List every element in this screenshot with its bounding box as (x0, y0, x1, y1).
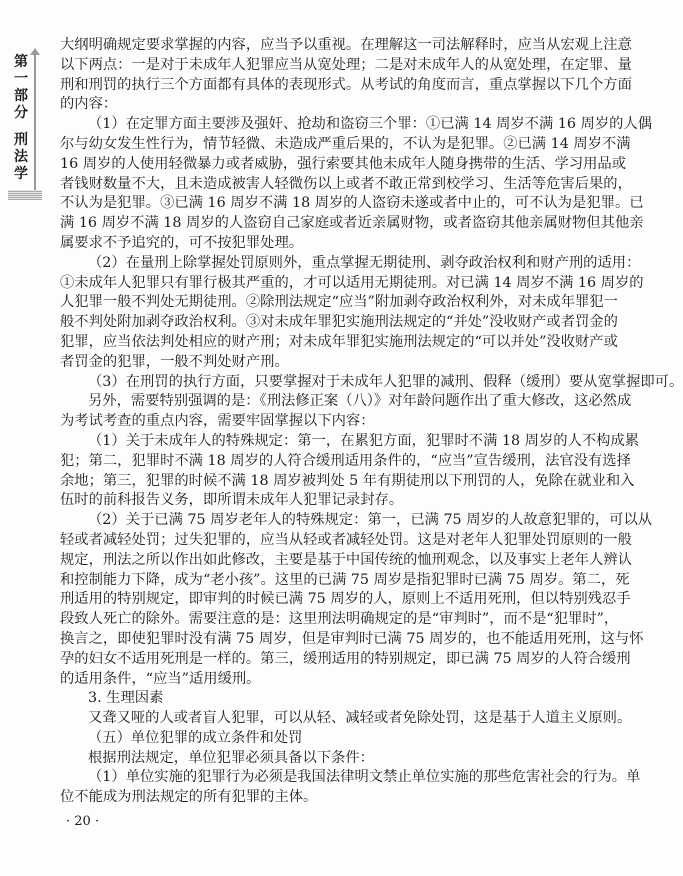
text-line: 以下两点：一是对于未成年人犯罪应当从宽处理；二是对未成年人的从宽处理，在定罪、量 (60, 56, 632, 73)
text-line: 人犯罪一般不判处无期徒刑。②除刑法规定“应当”附加剥夺政治权利外，对未成年罪犯一 (60, 294, 618, 311)
text-line: 的适用条件，“应当”适用缓刑。 (60, 670, 261, 687)
text-line: 根据刑法规定，单位犯罪必须具备以下条件： (88, 749, 374, 766)
text-line: 轻或者减轻处罚；过失犯罪的，应当从轻或者减轻处罚。这是对老年人犯罪处罚原则的一般 (60, 531, 632, 548)
section-side-tab (8, 50, 42, 205)
body-text (60, 36, 683, 808)
side-tab-label (12, 54, 30, 183)
side-char: 法 (14, 149, 28, 165)
text-line: 伍时的前科报告义务，即所谓未成年人犯罪记录封存。 (60, 492, 404, 509)
text-line: 大纲明确规定要求掌握的内容，应当予以重视。在理解这一司法解释时，应当从宏观上注意 (60, 37, 632, 53)
side-char: 刑 (14, 132, 28, 148)
text-line: 余地；第三，犯罪的时候不满 18 周岁被判处 5 年有期徒刑以下刑罚的人，免除在就业和入 (60, 472, 635, 489)
text-line: 属要求不予追究的，可不按犯罪处理。 (60, 234, 304, 251)
text-line: 刑和刑罚的执行三个方面都有具体的表现形式。从考试的角度而言，重点掌握以下几个方面 (60, 76, 632, 93)
text-line: ①未成年人犯罪只有罪行极其严重的，才可以适用无期徒刑。对已满 14 周岁不满 16 周岁的 (60, 274, 644, 291)
text-line: 刑适用的特别规定，即审判的时候已满 75 周岁的人，原则上不适用死刑，但以特别残忍手 (60, 591, 631, 608)
text-line: 段致人死亡的除外。需要注意的是：这里刑法明确规定的是“审判时”，而不是“犯罪时”， (60, 611, 619, 628)
section-heading: （五）单位犯罪的成立条件和处罚 (88, 729, 303, 746)
side-char: 分 (14, 105, 28, 121)
text-line: 和控制能力下降，成为“老小孩”。这里的已满 75 周岁是指犯罪时已满 75 周岁。第二，死 (60, 571, 630, 588)
section-heading: 3. 生理因素 (88, 690, 164, 707)
side-char: 部 (14, 88, 28, 104)
text-line: 另外，需要特别强调的是：《刑法修正案（八）》对年龄问题作出了重大修改，这必然成 (88, 393, 632, 410)
text-line: 犯罪，应当依法判处相应的财产刑；对未成年罪犯实施刑法规定的“可以并处”没收财产或 (60, 333, 618, 350)
side-char: 一 (14, 71, 28, 87)
text-line: （1）在定罪方面主要涉及强奸、抢劫和盗窃三个罪：①已满 14 周岁不满 16 周岁的人偶 (88, 116, 653, 133)
text-line: 满 16 周岁不满 18 周岁的人盗窃自己家庭或者近亲属财物，或者盗窃其他亲属财物但其他亲 (60, 215, 644, 232)
text-line: 般不判处附加剥夺政治权利。③对未成年罪犯实施刑法规定的“并处”没收财产或者罚金的 (60, 314, 618, 331)
text-line: 者钱财数量不大，且未造成被害人轻微伤以上或者不敢正常到校学习、生活等危害后果的， (60, 175, 632, 192)
side-char: 第 (14, 54, 28, 70)
page-number: · 20 · (66, 814, 100, 829)
text-line: 16 周岁的人使用轻微暴力或者威胁，强行索要其他未成年人随身携带的生活、学习用品或 (60, 155, 627, 172)
text-line: （3）在刑罚的执行方面，只要掌握对于未成年人犯罪的减刑、假释（缓刑）要从宽掌握即可。 (88, 373, 683, 390)
text-line: （1）单位实施的犯罪行为必须是我国法律明文禁止单位实施的那些危害社会的行为。单 (88, 769, 641, 786)
text-line: （2）关于已满 75 周岁老年人的特殊规定：第一，已满 75 周岁的人故意犯罪的，可以从 (88, 512, 653, 529)
text-line: （1）关于未成年人的特殊规定：第一，在累犯方面，犯罪时不满 18 周岁的人不构成累 (88, 432, 640, 449)
hatched-bar (8, 190, 42, 200)
text-line: 孕的妇女不适用死刑是一样的。第三，缓刑适用的特别规定，即已满 75 周岁的人符合缓刑 (60, 650, 631, 667)
text-line: 不认为是犯罪。③已满 16 周岁不满 18 周岁的人盗窃未遂或者中止的，可不认为是犯罪。已 (60, 195, 644, 212)
text-line: 又聋又哑的人或者盲人犯罪，可以从轻、减轻或者免除处罚，这是基于人道主义原则。 (88, 710, 632, 727)
arrow-up-icon (34, 52, 36, 190)
text-line: 者罚金的犯罪，一般不判处财产刑。 (60, 353, 289, 370)
text-line: 犯；第二，犯罪时不满 18 周岁的人符合缓刑适用条件的，“应当”宣告缓刑，法官没有选择 (60, 452, 631, 469)
text-line: 规定，刑法之所以作出如此修改，主要是基于中国传统的恤刑观念，以及事实上老年人辨认 (60, 551, 632, 568)
text-line: （2）在量刑上除掌握处罚原则外，重点掌握无期徒刑、剥夺政治权利和财产刑的适用： (88, 254, 641, 271)
text-line: 的内容： (60, 96, 118, 113)
text-line: 位不能成为刑法规定的所有犯罪的主体。 (60, 789, 318, 806)
text-line: 换言之，即使犯罪时没有满 75 周岁，但是审判时已满 75 周岁的，也不能适用死刑，这与怀 (60, 630, 644, 647)
side-char: 学 (14, 166, 28, 182)
text-line: 尔与幼女发生性行为，情节轻微、未造成严重后果的，不认为是犯罪。②已满 14 周岁不满 (60, 135, 631, 152)
text-line: 为考试考查的重点内容，需要牢固掌握以下内容： (60, 413, 375, 430)
